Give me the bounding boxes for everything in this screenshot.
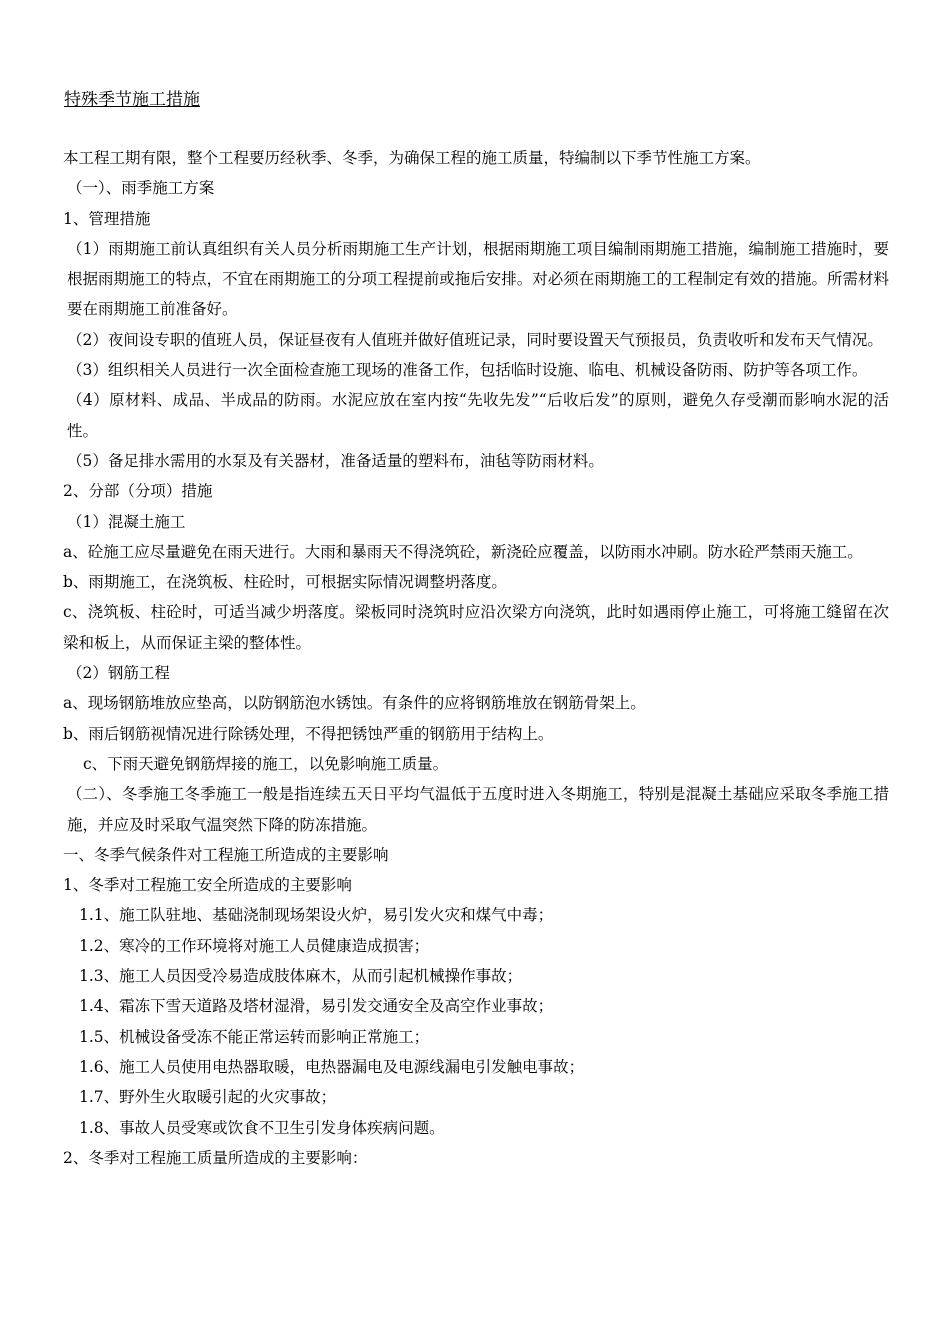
paragraph: c、下雨天避免钢筋焊接的施工，以免影响施工质量。 (83, 754, 449, 773)
list-item: 1.2、寒冷的工作环境将对施工人员健康造成损害； (79, 936, 430, 955)
subsection-heading: 一、冬季气候条件对工程施工所造成的主要影响 (63, 845, 389, 864)
paragraph: a、砼施工应尽量避免在雨天进行。大雨和暴雨天不得浇筑砼，新浇砼应覆盖，以防雨水冲刷。防水砼严禁雨天施工。 (63, 542, 863, 561)
paragraph: b、雨后钢筋视情况进行除锈处理，不得把锈蚀严重的钢筋用于结构上。 (63, 724, 554, 743)
item-heading: （1）混凝土施工 (67, 512, 186, 531)
paragraph: （3）组织相关人员进行一次全面检查施工现场的准备工作，包括临时设施、临电、机械设备防雨、防护等各项工作。 (67, 361, 868, 380)
paragraph: c、浇筑板、柱砼时，可适当减少坍落度。梁板同时浇筑时应沿次梁方向浇筑，此时如遇雨停止施工，可将施工缝留在次梁和板上，从而保证主梁的整体性。 (63, 603, 889, 652)
list-item: 1.1、施工队驻地、基础浇制现场架设火炉，易引发火灾和煤气中毒； (79, 906, 554, 925)
document-title: 特殊季节施工措施 (64, 90, 200, 110)
paragraph: （5）备足排水需用的水泵及有关器材，准备适量的塑料布，油毡等防雨材料。 (67, 451, 604, 470)
list-item: 1.7、野外生火取暖引起的火灾事故； (79, 1088, 337, 1107)
paragraph: （1）雨期施工前认真组织有关人员分析雨期施工生产计划，根据雨期施工项目编制雨期施工措施，编制施工措施时，要根据雨期施工的特点，不宜在雨期施工的分项工程提前或拖后安排。对必须在雨期施工的工程制定有效的措施。所需材料要在雨期施工前准备好。 (67, 239, 889, 319)
section-heading-rainy-season: （一）、雨季施工方案 (67, 179, 215, 198)
list-item: 1.8、事故人员受寒或饮食不卫生引发身体疾病问题。 (79, 1118, 445, 1137)
paragraph: a、现场钢筋堆放应垫高，以防钢筋泡水锈蚀。有条件的应将钢筋堆放在钢筋骨架上。 (63, 694, 646, 713)
document-body (63, 143, 889, 1173)
list-item: 1.4、霜冻下雪天道路及塔材湿滑，易引发交通安全及高空作业事故； (79, 997, 554, 1016)
list-item: 1.6、施工人员使用电热器取暖，电热器漏电及电源线漏电引发触电事故； (79, 1057, 585, 1076)
item-heading: （2）钢筋工程 (67, 664, 170, 683)
subsection-heading: 1、冬季对工程施工安全所造成的主要影响 (63, 876, 352, 895)
list-item: 1.3、施工人员因受冷易造成肢体麻木，从而引起机械操作事故； (79, 967, 523, 986)
subsection-heading: 2、分部（分项）措施 (63, 482, 213, 501)
section-heading-winter: （二）、冬季施工冬季施工一般是指连续五天日平均气温低于五度时进入冬期施工，特别是混凝土基础应采取冬季施工措施，并应及时采取气温突然下降的防冻措施。 (67, 785, 889, 834)
paragraph: b、雨期施工，在浇筑板、柱砼时，可根据实际情况调整坍落度。 (63, 573, 507, 592)
paragraph: （4）原材料、成品、半成品的防雨。水泥应放在室内按“先收先发”“后收后发”的原则，避免久存受潮而影响水泥的活性。 (67, 391, 889, 440)
subsection-heading: 1、管理措施 (63, 209, 151, 228)
paragraph: （2）夜间设专职的值班人员，保证昼夜有人值班并做好值班记录，同时要设置天气预报员，负责收听和发布天气情况。 (67, 330, 883, 349)
intro-paragraph: 本工程工期有限，整个工程要历经秋季、冬季，为确保工程的施工质量，特编制以下季节性施工方案。 (63, 149, 761, 167)
subsection-heading: 2、冬季对工程施工质量所造成的主要影响： (63, 1148, 368, 1167)
list-item: 1.5、机械设备受冻不能正常运转而影响正常施工； (79, 1027, 430, 1046)
